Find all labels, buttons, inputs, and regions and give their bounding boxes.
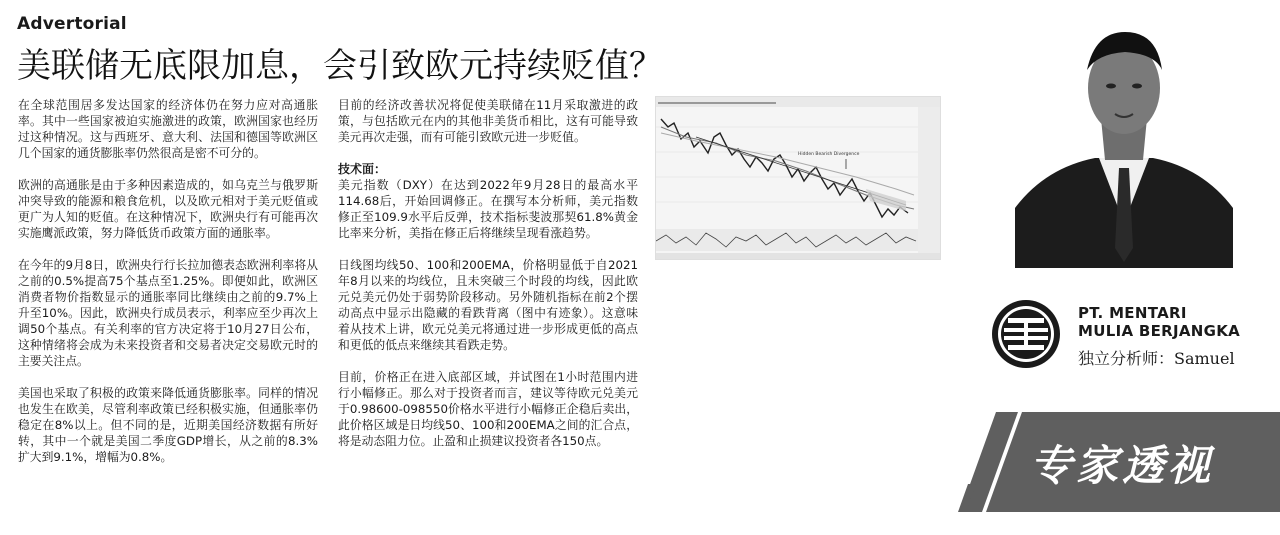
banner-title: 专家透视: [1030, 441, 1215, 490]
paragraph: 美国也采取了积极的政策来降低通货膨胀率。同样的情况也发生在欧美，尽管利率政策已经积极实施，但通胀率仍稳定在8%以上。但不同的是，近期美国经济数据有所好转，其中一个就是美国二季度GDP增长，从之前的8.3%扩大到9.1%，增幅为0.8%。: [18, 386, 318, 464]
article-column-1: [18, 97, 318, 481]
paragraph: 在今年的9月8日，欧洲央行行长拉加德表态欧洲利率将从之前的0.5%提高75个基点至1.25%。即便如此，欧洲区消费者物价指数显示的通胀率同比继续由之前的9.7%上升至10%。因此，欧洲央行成员表示，利率应至少再次上调50个基点。有关利率的官方决定将于10月27日公布，这种情绪将会成为未来投资者和交易者决定交易欧元时的主要关注点。: [18, 258, 318, 368]
headline: 美联储无底限加息，会引致欧元持续贬值？: [17, 46, 663, 86]
advertorial-label: Advertorial: [17, 14, 127, 34]
paragraph: 欧洲的高通胀是由于多种因素造成的，如乌克兰与俄罗斯冲突导致的能源和粮食危机，以及欧元相对于美元贬值或更广为人知的贬值。在这种情况下，欧洲央行有可能再次实施鹰派政策，努力降低货币政策方面的通胀率。: [18, 178, 318, 240]
technical-heading: 技术面：: [338, 162, 387, 176]
company-logo: [990, 298, 1062, 370]
paragraph: 日线图均线50、100和200EMA，价格明显低于自2021年8月以来的均线位，且未突破三个时段的均线，因此欧元兑美元仍处于弱势阶段移动。另外随机指标在前2个摆动高点中显示出隐藏的看跌背离（图中有迹象）。这意味着从技术上讲，欧元兑美元将通过进一步形成更低的高点和更低的低点来继续其看跌走势。: [338, 258, 638, 352]
article-column-2: [338, 97, 638, 465]
paragraph: 目前的经济改善状况将促使美联储在11月采取激进的政策，与包括欧元在内的其他非美货币相比，这有可能导致美元再次走强，而有可能引致欧元进一步贬值。: [338, 98, 638, 144]
paragraph: 美元指数（DXY）在达到2022年9月28日的最高水平114.68后，开始回调修正。在撰写本分析师，美元指数修正至109.9水平后反弹，技术指标斐波那契61.8%黄金比率来分析，美指在修正后将继续呈现看涨趋势。: [338, 178, 638, 240]
paragraph: 目前，价格正在进入底部区域，并试图在1小时范围内进行小幅修正。那么对于投资者而言，建议等待欧元兑美元于0.98600-098550价格水平进行小幅修正企稳后卖出，此价格区域是日均线50、100和200EMA之间的汇合点，将是动态阻力位。止盈和止损建议投资者各150点。: [338, 370, 638, 448]
company-name-line1: PT. MENTARI: [1078, 304, 1187, 322]
analyst-credit: 独立分析师：Samuel: [1078, 349, 1235, 368]
analyst-photo: [1015, 18, 1233, 268]
company-name: [1078, 304, 1240, 340]
paragraph: 在全球范围居多发达国家的经济体仍在努力应对高通胀率。其中一些国家被迫实施激进的政策，欧洲国家也经历过这种情况。这与西班牙、意大利、法国和德国等欧洲区几个国家的通货膨胀率仍然很高是密不可分的。: [18, 98, 318, 160]
chart-annotation: Hidden Bearish Divergence: [798, 152, 860, 157]
company-name-line2: MULIA BERJANGKA: [1078, 322, 1241, 340]
price-chart-image: [655, 96, 941, 260]
